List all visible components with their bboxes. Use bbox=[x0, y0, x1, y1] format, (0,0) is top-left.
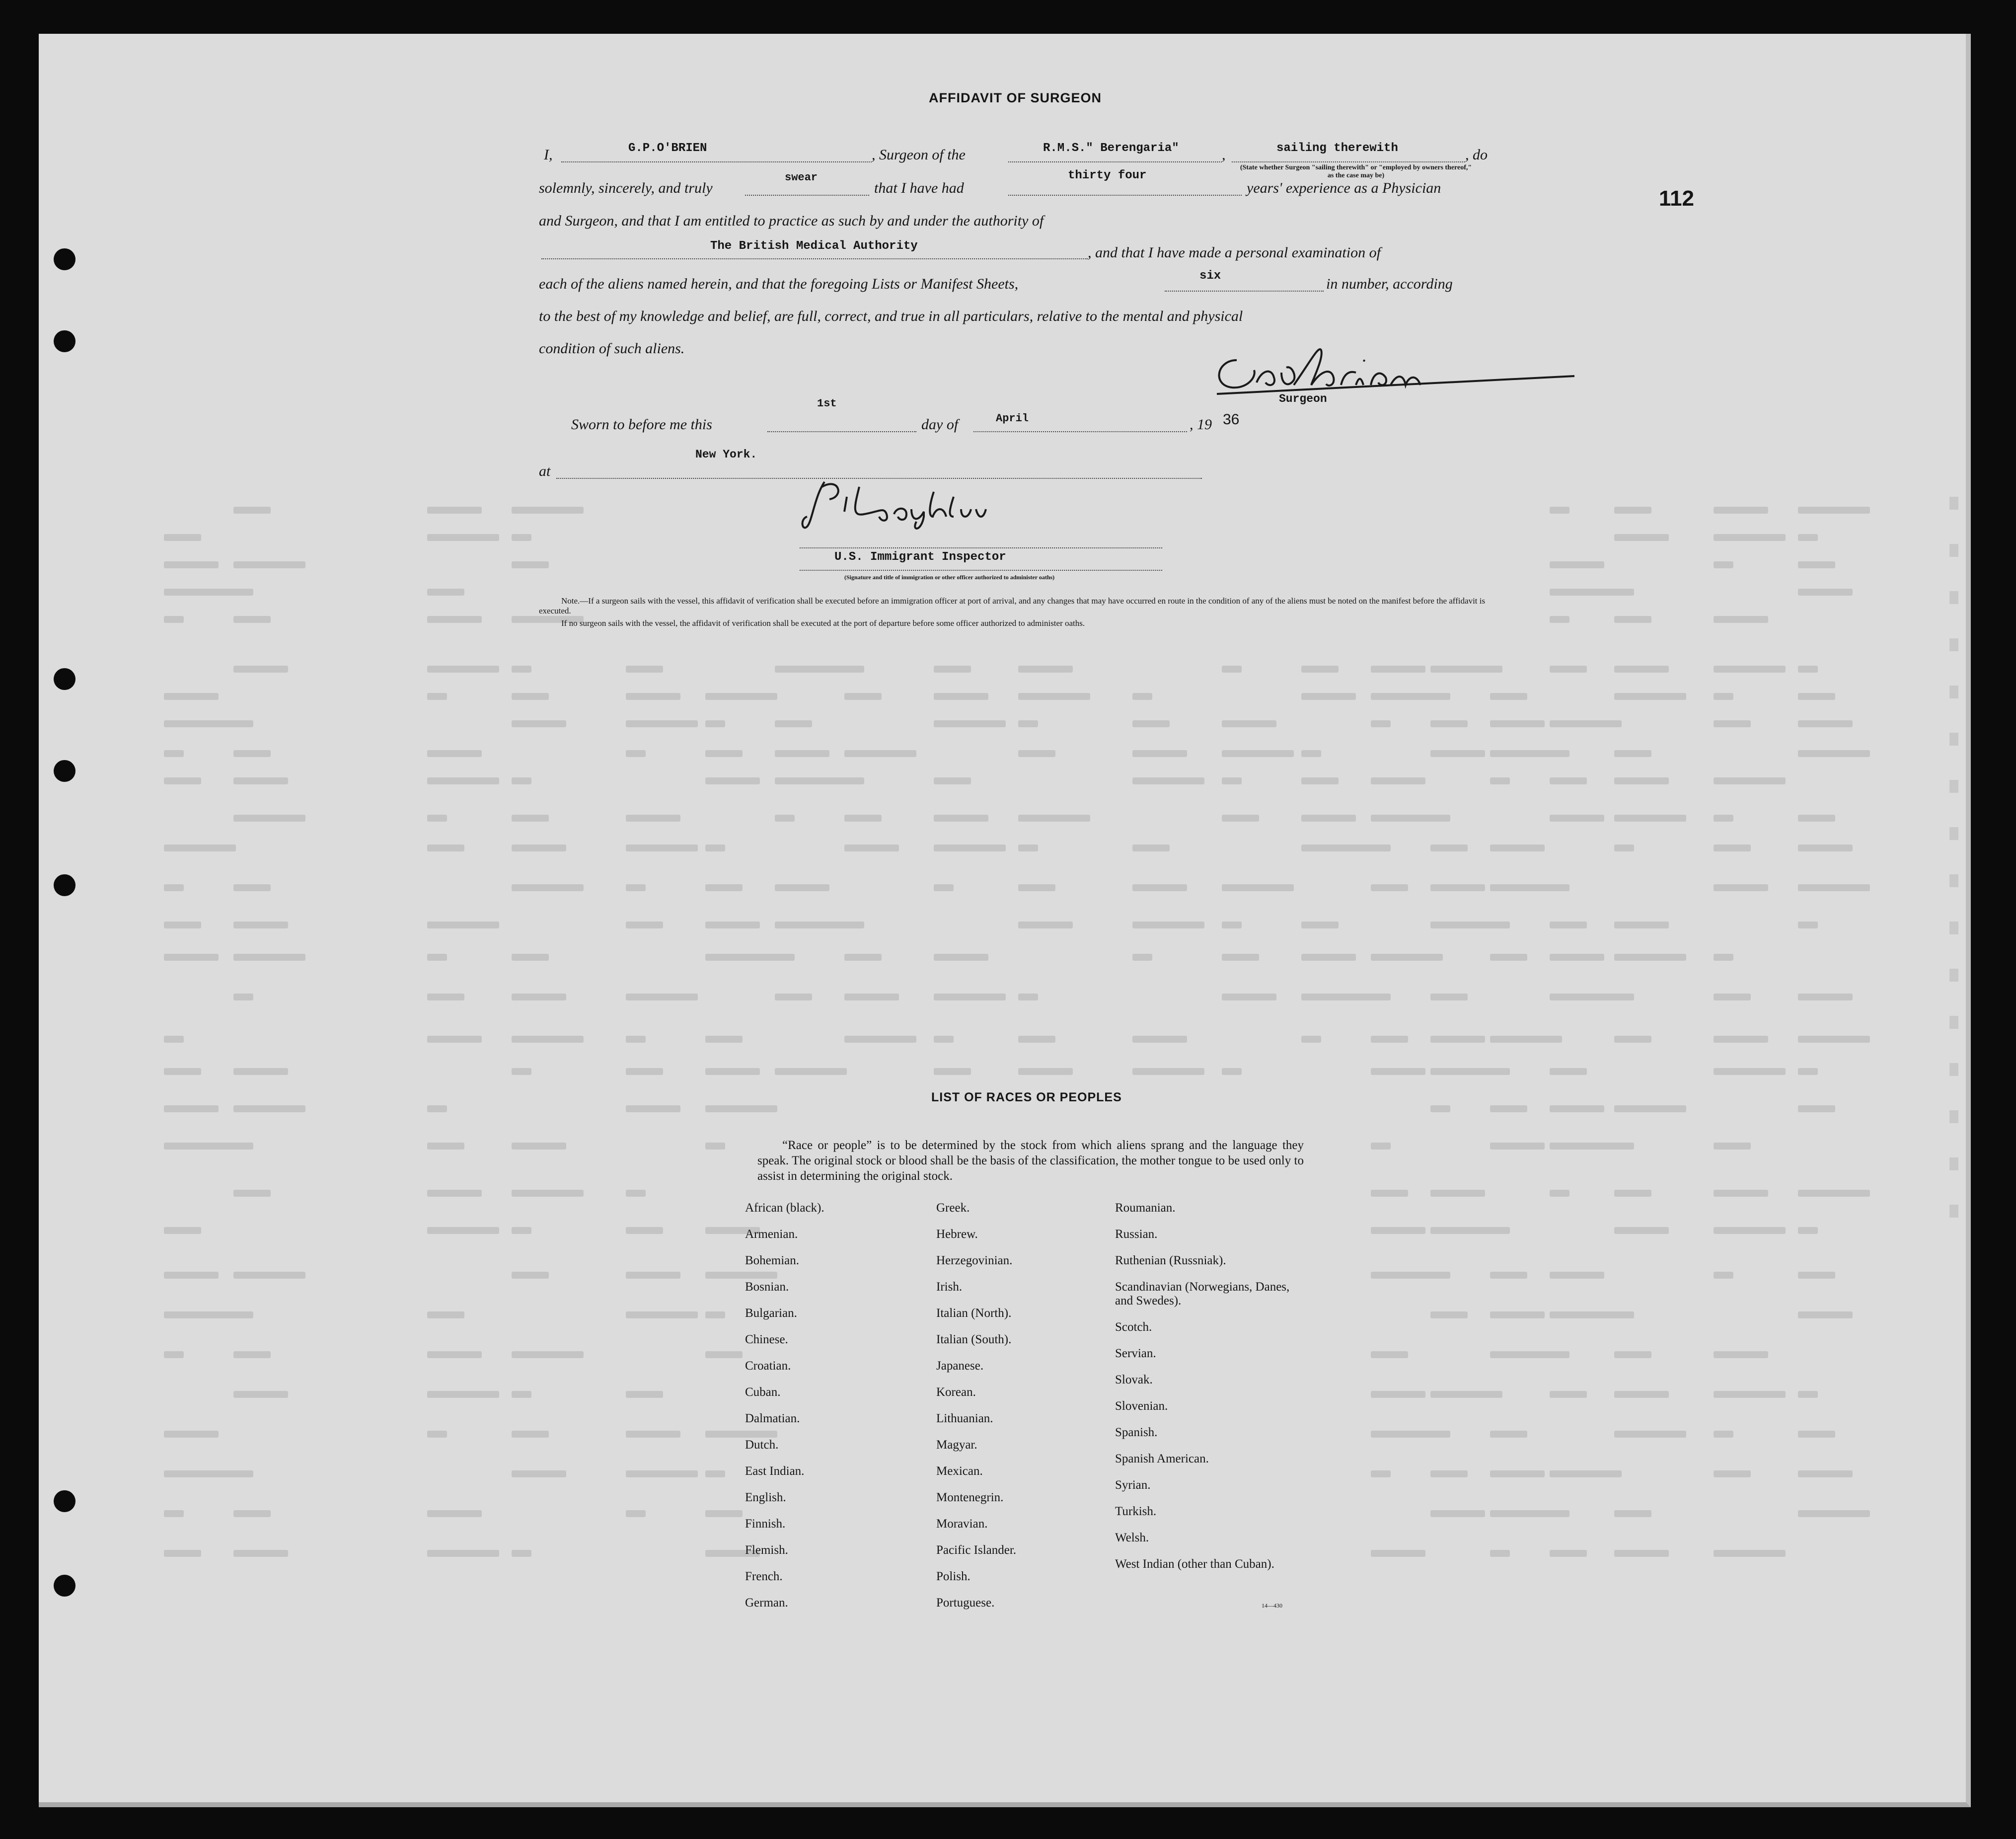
binder-hole bbox=[54, 874, 75, 896]
race-entry: Scandinavian (Norwegians, Danes, and Swedes). bbox=[1115, 1280, 1290, 1307]
binder-hole bbox=[54, 1490, 75, 1512]
race-entry: Roumanian. bbox=[1115, 1201, 1176, 1215]
race-entry: Moravian. bbox=[936, 1517, 988, 1531]
ship-name: R.M.S." Berengaria" bbox=[1043, 142, 1179, 155]
race-entry: Herzegovinian. bbox=[936, 1254, 1013, 1267]
affidavit-text: that I have had bbox=[874, 180, 964, 196]
affidavit-text: in number, according bbox=[1326, 276, 1453, 292]
affidavit-title: AFFIDAVIT OF SURGEON bbox=[929, 90, 1102, 105]
licensing-authority: The British Medical Authority bbox=[710, 239, 918, 253]
race-entry: East Indian. bbox=[745, 1464, 805, 1478]
race-entry: African (black). bbox=[745, 1201, 824, 1215]
binder-hole bbox=[54, 1575, 75, 1597]
race-entry: Cuban. bbox=[745, 1385, 781, 1399]
race-entry: Armenian. bbox=[745, 1227, 798, 1241]
surgeon-signature bbox=[1207, 330, 1584, 405]
surgeon-label: Surgeon bbox=[1279, 392, 1327, 405]
binder-hole bbox=[54, 668, 75, 690]
race-entry: Welsh. bbox=[1115, 1531, 1149, 1544]
affidavit-text: and Surgeon, and that I am entitled to practice as such by and under the authority of bbox=[539, 213, 1044, 229]
race-entry: Dalmatian. bbox=[745, 1412, 800, 1425]
affidavit-text: , Surgeon of the bbox=[872, 147, 966, 163]
race-entry: Bulgarian. bbox=[745, 1306, 797, 1320]
affidavit-text: years' experience as a Physician bbox=[1247, 180, 1441, 196]
affidavit-text: , and that I have made a personal examination of bbox=[1088, 244, 1381, 261]
affidavit-text: Sworn to before me this bbox=[571, 416, 712, 433]
races-title: LIST OF RACES OR PEOPLES bbox=[931, 1090, 1122, 1104]
status-instruction: (State whether Surgeon "sailing therewith" or "employed by owners thereof," as the case may be) bbox=[1240, 164, 1472, 179]
race-entry: Servian. bbox=[1115, 1347, 1156, 1360]
race-entry: Italian (North). bbox=[936, 1306, 1012, 1320]
sworn-day: 1st bbox=[817, 397, 837, 410]
race-entry: West Indian (other than Cuban). bbox=[1115, 1557, 1274, 1571]
race-entry: Russian. bbox=[1115, 1227, 1158, 1241]
race-entry: Korean. bbox=[936, 1385, 976, 1399]
surgeon-name: G.P.O'BRIEN bbox=[628, 142, 707, 155]
sworn-month: April bbox=[996, 412, 1029, 425]
race-entry: Bosnian. bbox=[745, 1280, 789, 1294]
sheet-count: six bbox=[1199, 269, 1221, 283]
race-entry: Croatian. bbox=[745, 1359, 791, 1373]
sworn-place: New York. bbox=[695, 448, 757, 461]
race-entry: Flemish. bbox=[745, 1543, 788, 1557]
race-entry: Finnish. bbox=[745, 1517, 786, 1531]
affidavit-text: at bbox=[539, 463, 551, 479]
race-entry: Italian (South). bbox=[936, 1333, 1012, 1346]
affidavit-note: If no surgeon sails with the vessel, the affidavit of verification shall be executed at the port of departure before some officer authorized to administer oaths. bbox=[561, 618, 1085, 628]
binder-hole bbox=[54, 330, 75, 352]
race-entry: Mexican. bbox=[936, 1464, 983, 1478]
form-number: 14—430 bbox=[1262, 1602, 1282, 1609]
inspector-instruction: (Signature and title of immigration or other officer authorized to administer oaths) bbox=[844, 574, 1055, 581]
binder-hole bbox=[54, 760, 75, 782]
years-experience: thirty four bbox=[1068, 169, 1147, 182]
surgeon-status: sailing therewith bbox=[1276, 142, 1398, 155]
race-entry: Slovenian. bbox=[1115, 1399, 1168, 1413]
affidavit-text: , do bbox=[1465, 147, 1488, 163]
race-entry: Scotch. bbox=[1115, 1320, 1152, 1334]
race-entry: Chinese. bbox=[745, 1333, 788, 1346]
affidavit-text: condition of such aliens. bbox=[539, 340, 685, 357]
race-entry: Montenegrin. bbox=[936, 1491, 1004, 1504]
race-entry: Portuguese. bbox=[936, 1596, 995, 1609]
sworn-year: 36 bbox=[1223, 411, 1240, 428]
race-entry: Lithuanian. bbox=[936, 1412, 993, 1425]
oath-type: swear bbox=[785, 171, 818, 184]
race-entry: Slovak. bbox=[1115, 1373, 1153, 1386]
race-entry: Irish. bbox=[936, 1280, 963, 1294]
race-entry: Syrian. bbox=[1115, 1478, 1151, 1492]
race-entry: Magyar. bbox=[936, 1438, 977, 1452]
race-entry: Japanese. bbox=[936, 1359, 984, 1373]
race-entry: Spanish American. bbox=[1115, 1452, 1209, 1465]
affidavit-text: , bbox=[1222, 147, 1226, 163]
affidavit-text: solemnly, sincerely, and truly bbox=[539, 180, 713, 196]
affidavit-text: to the best of my knowledge and belief, are full, correct, and true in all particulars, relative to the mental and physical bbox=[539, 308, 1243, 324]
race-entry: Turkish. bbox=[1115, 1505, 1157, 1518]
race-entry: Bohemian. bbox=[745, 1254, 800, 1267]
race-entry: Dutch. bbox=[745, 1438, 779, 1452]
race-entry: Ruthenian (Russniak). bbox=[1115, 1254, 1226, 1267]
affidavit-text: each of the aliens named herein, and that the foregoing Lists or Manifest Sheets, bbox=[539, 276, 1019, 292]
race-entry: German. bbox=[745, 1596, 788, 1609]
binder-hole bbox=[54, 248, 75, 270]
race-entry: Pacific Islander. bbox=[936, 1543, 1017, 1557]
inspector-title: U.S. Immigrant Inspector bbox=[834, 550, 1006, 564]
affidavit-note: Note.—If a surgeon sails with the vessel, this affidavit of verification shall be executed before an immigration officer at port of arrival, and any changes that may have occurred en route in the condition of any of the aliens must be noted on the manifest before the affidavit is executed. bbox=[539, 596, 1486, 615]
affidavit-text: day of bbox=[921, 416, 959, 433]
race-entry: Greek. bbox=[936, 1201, 970, 1215]
race-entry: Hebrew. bbox=[936, 1227, 978, 1241]
page-number: 112 bbox=[1659, 186, 1694, 211]
races-intro: “Race or people” is to be determined by the stock from which aliens sprang and the language they speak. The original stock or blood shall be the basis of the classification, the mother tongue to be used only to assist in determining the original stock. bbox=[757, 1139, 1304, 1183]
document-page bbox=[39, 34, 1971, 1807]
race-entry: Spanish. bbox=[1115, 1426, 1158, 1439]
affidavit-text: , 19 bbox=[1190, 416, 1212, 433]
affidavit-text: I, bbox=[544, 147, 553, 163]
race-entry: English. bbox=[745, 1491, 786, 1504]
inspector-signature bbox=[800, 467, 1118, 541]
race-entry: Polish. bbox=[936, 1570, 971, 1583]
race-entry: French. bbox=[745, 1570, 783, 1583]
